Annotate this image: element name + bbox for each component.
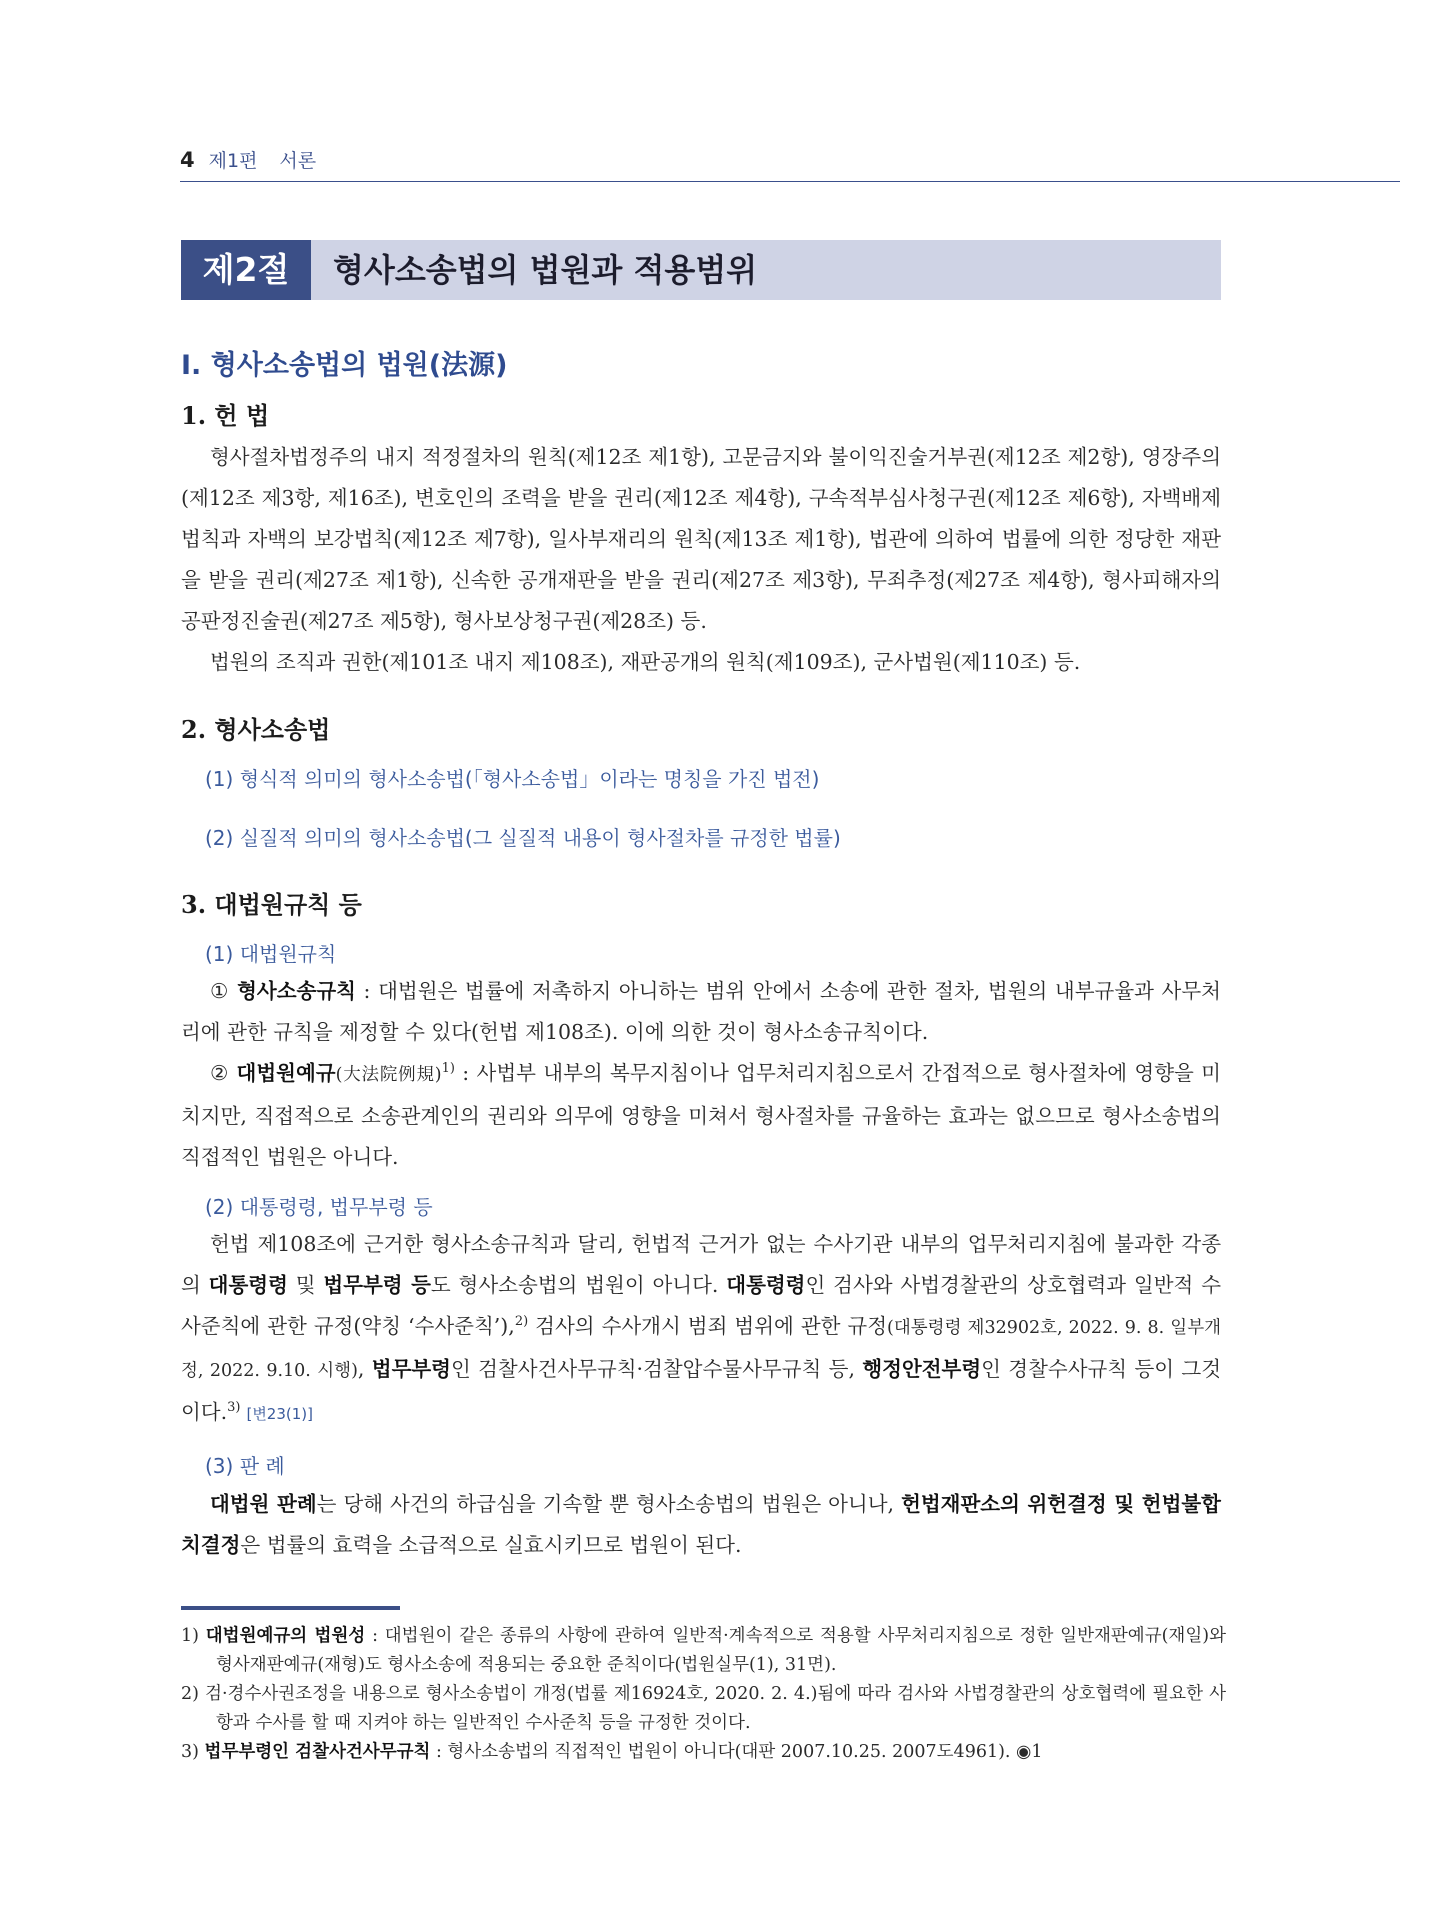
footnote: 3) 법무부령인 검찰사건사무규칙 : 형사소송법의 직접적인 법원이 아니다(대판 2007.10.25. 2007도4961). ◉1 bbox=[181, 1742, 1043, 1762]
precedents-body bbox=[181, 1484, 1221, 1566]
paragraph: 대법원 판례는 당해 사건의 하급심을 기속할 뿐 형사소송법의 법원은 아니나, 헌법재판소의 위헌결정 및 헌법불합치결정은 법률의 효력을 소급적으로 실효시키므로 법원이 된다. bbox=[181, 1492, 1221, 1557]
bold-term: 대법원예규 bbox=[236, 1061, 336, 1085]
subheading-formal: (1) 형식적 의미의 형사소송법(「형사소송법」이라는 명칭을 가진 법전) bbox=[205, 767, 820, 791]
footnote: 1) 대법원예규의 법원성 : 대법원이 같은 종류의 사항에 관하여 일반적·계속적으로 적용할 사무처리지침으로 정한 일반재판예규(재일)와 형사재판예규(재형)도 형사소송에 적용되는 중요한 준칙이다(법원실무(1), 31면). bbox=[181, 1626, 1226, 1675]
heading-supreme-court-rules: 3. 대법원규칙 등 bbox=[181, 890, 362, 919]
subheading-supreme-court-rules: (1) 대법원규칙 bbox=[205, 942, 337, 966]
section-title: 형사소송법의 법원과 적용범위 bbox=[333, 251, 758, 289]
footnotes bbox=[181, 1622, 1226, 1767]
paragraph: 헌법 제108조에 근거한 형사소송규칙과 달리, 헌법적 근거가 없는 수사기관 내부의 업무처리지침에 불과한 각종의 대통령령 및 법무부령 등도 형사소송법의 법원이 아니다. 대통령령인 검사와 사법경찰관의 상호협력과 일반적 수사준칙에 관한 규정(약칭 ‘수사준칙’),$^{2)}$ 검사의 수사개시 범죄 범위에 관한 규정(대통령령 제32902호, 2022. 9. 8. 일부개정, 2022. 9.10. 시행), 법무부령인 검찰사건사무규칙·검찰압수물사무규칙 등, 행정안전부령인 경찰수사규칙 등이 그것이다.$^{3)}$ [변23(1)] bbox=[181, 1232, 1222, 1424]
paragraph: 법원의 조직과 권한(제101조 내지 제108조), 재판공개의 원칙(제109조), 군사법원(제110조) 등. bbox=[210, 650, 1081, 674]
paragraph: 형사절차법정주의 내지 적정절차의 원칙(제12조 제1항), 고문금지와 불이익진술거부권(제12조 제2항), 영장주의(제12조 제3항, 제16조), 변호인의 조력을 받을 권리(제12조 제4항), 구속적부심사청구권(제12조 제6항), 자백배제법칙과 자백의 보강법칙(제12조 제7항), 일사부재리의 원칙(제13조 제1항), 법관에 의하여 법률에 의한 정당한 재판을 받을 권리(제27조 제1항), 신속한 공개재판을 받을 권리(제27조 제3항), 무죄추정(제27조 제4항), 형사피해자의 공판정진술권(제27조 제5항), 형사보상청구권(제28조) 등. bbox=[181, 445, 1221, 633]
part-heading: Ⅰ. 형사소송법의 법원(法源) bbox=[181, 350, 508, 381]
footnote: 2) 검·경수사권조정을 내용으로 형사소송법이 개정(법률 제16924호, 2020. 2. 4.)됨에 따라 검사와 사법경찰관의 상호협력에 필요한 사항과 수사를 할 때 지켜야 하는 일반적인 수사준칙 등을 규정한 것이다. bbox=[181, 1684, 1226, 1733]
header-rule bbox=[180, 181, 1400, 182]
footnote-ref: 3) bbox=[227, 1400, 241, 1416]
decrees-body bbox=[181, 1224, 1221, 1435]
footnote-rule bbox=[181, 1606, 400, 1610]
hanja: (大法院例規) bbox=[335, 1065, 442, 1085]
part-title: 서론 bbox=[279, 150, 317, 172]
exam-reference: [변23(1)] bbox=[246, 1405, 313, 1423]
circled-marker: ② bbox=[210, 1061, 230, 1085]
paragraph: ① 형사소송규칙 : 대법원은 법률에 저촉하지 아니하는 범위 안에서 소송에 관한 절차, 법원의 내부규율과 사무처리에 관한 규칙을 제정할 수 있다(헌법 제108조). 이에 의한 것이 형사소송규칙이다. bbox=[181, 979, 1221, 1044]
constitution-body bbox=[181, 437, 1221, 683]
section-number: 제2절 bbox=[181, 240, 311, 300]
subheading-precedents: (3) 판 례 bbox=[205, 1454, 285, 1478]
circled-marker: ① bbox=[210, 979, 230, 1003]
page-number: 4 bbox=[180, 148, 195, 172]
chapter-banner bbox=[181, 240, 1221, 300]
bold-term: 형사소송규칙 bbox=[237, 979, 356, 1003]
paragraph: ② 대법원예규(大法院例規)$^{1)}$ : 사법부 내부의 복무지침이나 업무처리지침으로서 간접적으로 형사절차에 영향을 미치지만, 직접적으로 소송관계인의 권리와 의무에 영향을 미쳐서 형사절차를 규율하는 효과는 없으므로 형사소송법의 직접적인 법원은 아니다. bbox=[181, 1061, 1221, 1169]
subheading-substantive: (2) 실질적 의미의 형사소송법(그 실질적 내용이 형사절차를 규정한 법률) bbox=[205, 826, 841, 850]
part-label: 제1편 bbox=[208, 150, 258, 172]
footnote-ref: 1) bbox=[441, 1061, 455, 1077]
subheading-decrees: (2) 대통령령, 법무부령 등 bbox=[205, 1195, 433, 1219]
running-header bbox=[180, 146, 316, 173]
heading-criminal-procedure-act: 2. 형사소송법 bbox=[181, 715, 331, 744]
footnote-ref: 2) bbox=[514, 1314, 529, 1330]
rules-body bbox=[181, 971, 1221, 1178]
heading-constitution: 1. 헌 법 bbox=[181, 401, 270, 430]
